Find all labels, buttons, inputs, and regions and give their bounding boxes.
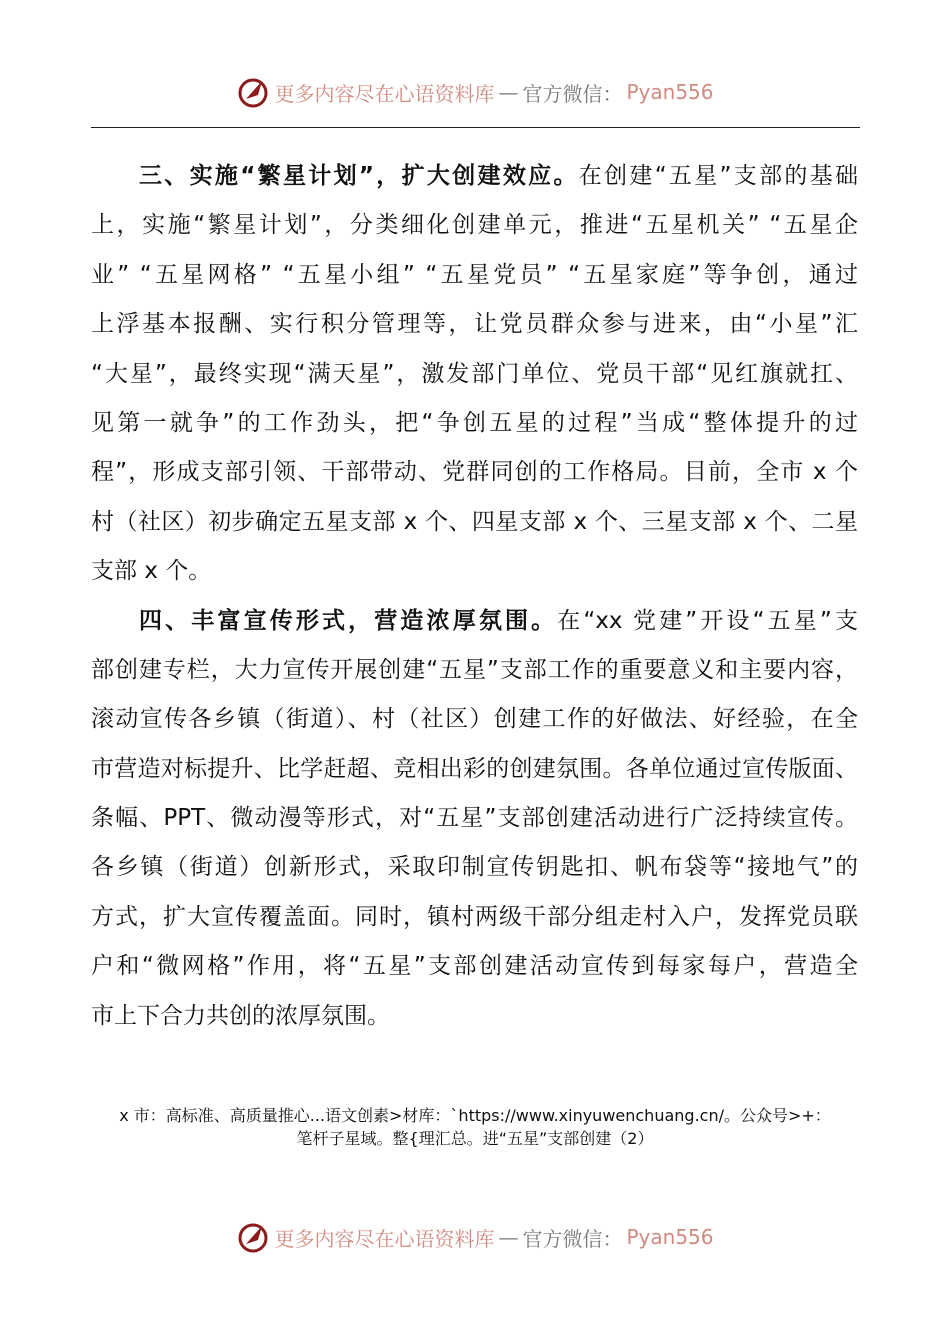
footer-banner <box>0 1217 950 1257</box>
header-divider <box>91 127 860 128</box>
text-line: 程”，形成支部引领、干部带动、党群同创的工作格局。目前，全市 x 个 <box>91 459 858 486</box>
paragraph-heading: 四、丰富宣传形式，营造浓厚氛围。 <box>139 607 558 634</box>
text-line: 见第一就争”的工作劲头，把“争创五星的过程”当成“整体提升的过 <box>91 409 858 436</box>
text-line: 户和“微网格”作用，将“五星”支部创建活动宣传到每家每户，营造全 <box>91 953 858 980</box>
text-line: 市营造对标提升、比学赶超、竞相出彩的创建氛围。各单位通过宣传版面、 <box>91 755 858 782</box>
banner-wechat-label: 官方微信： <box>522 81 623 106</box>
text-line <box>91 152 858 201</box>
text-line: 村（社区）初步确定五星支部 x 个、四星支部 x 个、三星支部 x 个、二星 <box>91 508 858 535</box>
text-line: 业” “五星网格” “五星小组” “五星党员” “五星家庭”等争创，通过 <box>91 261 858 288</box>
paragraph-4 <box>91 597 858 1042</box>
banner-wechat-id: Pyan556 <box>626 1225 714 1249</box>
text-line: 方式，扩大宣传覆盖面。同时，镇村两级干部分组走村入户，发挥党员联 <box>91 903 858 930</box>
text-span: 在创建“五星”支部的基础 <box>578 163 858 189</box>
quill-logo-icon <box>236 1220 270 1254</box>
text-line: 支部 x 个。 <box>91 558 212 585</box>
banner-dash: — <box>498 1225 519 1249</box>
banner-dash: — <box>498 80 519 104</box>
banner-wechat-id: Pyan556 <box>626 80 714 104</box>
text-line: 各乡镇（街道）创新形式，采取印制宣传钥匙扣、帆布袋等“接地气”的 <box>91 854 858 881</box>
footnote-line-2: 笔杆子星域。整{理汇总。进“五星”支部创建（2） <box>296 1129 654 1148</box>
document-body <box>91 152 858 1041</box>
footnote <box>60 1104 890 1150</box>
text-line: 滚动宣传各乡镇（街道）、村（社区）创建工作的好做法、好经验，在全 <box>91 706 858 733</box>
banner-wechat-label: 官方微信： <box>522 1226 623 1251</box>
text-line <box>91 597 858 646</box>
banner-site-text: 更多内容尽在心语资料库 <box>274 1226 495 1251</box>
header-banner <box>0 72 950 112</box>
footnote-line-1: x 市：高标准、高质量推心...语文创素>材库：`https://www.xinyuwenchuang.cn/。公众号>+： <box>119 1106 831 1125</box>
paragraph-heading: 三、实施“繁星计划”，扩大创建效应。 <box>139 163 579 189</box>
text-line: “大星”，最终实现“满天星”，激发部门单位、党员干部“见红旗就扛、 <box>91 360 858 387</box>
text-span: 在“xx 党建”开设“五星”支 <box>557 607 858 634</box>
paragraph-3 <box>91 152 858 597</box>
text-line: 上浮基本报酬、实行积分管理等，让党员群众参与进来，由“小星”汇 <box>91 311 858 338</box>
banner-site-text: 更多内容尽在心语资料库 <box>274 81 495 106</box>
text-line: 部创建专栏，大力宣传开展创建“五星”支部工作的重要意义和主要内容， <box>91 656 858 683</box>
text-line: 市上下合力共创的浓厚氛围。 <box>91 1002 390 1029</box>
text-line: 条幅、PPT、微动漫等形式，对“五星”支部创建活动进行广泛持续宣传。 <box>91 805 858 832</box>
text-line: 上，实施“繁星计划”，分类细化创建单元，推进“五星机关” “五星企 <box>91 212 858 239</box>
quill-logo-icon <box>236 75 270 109</box>
